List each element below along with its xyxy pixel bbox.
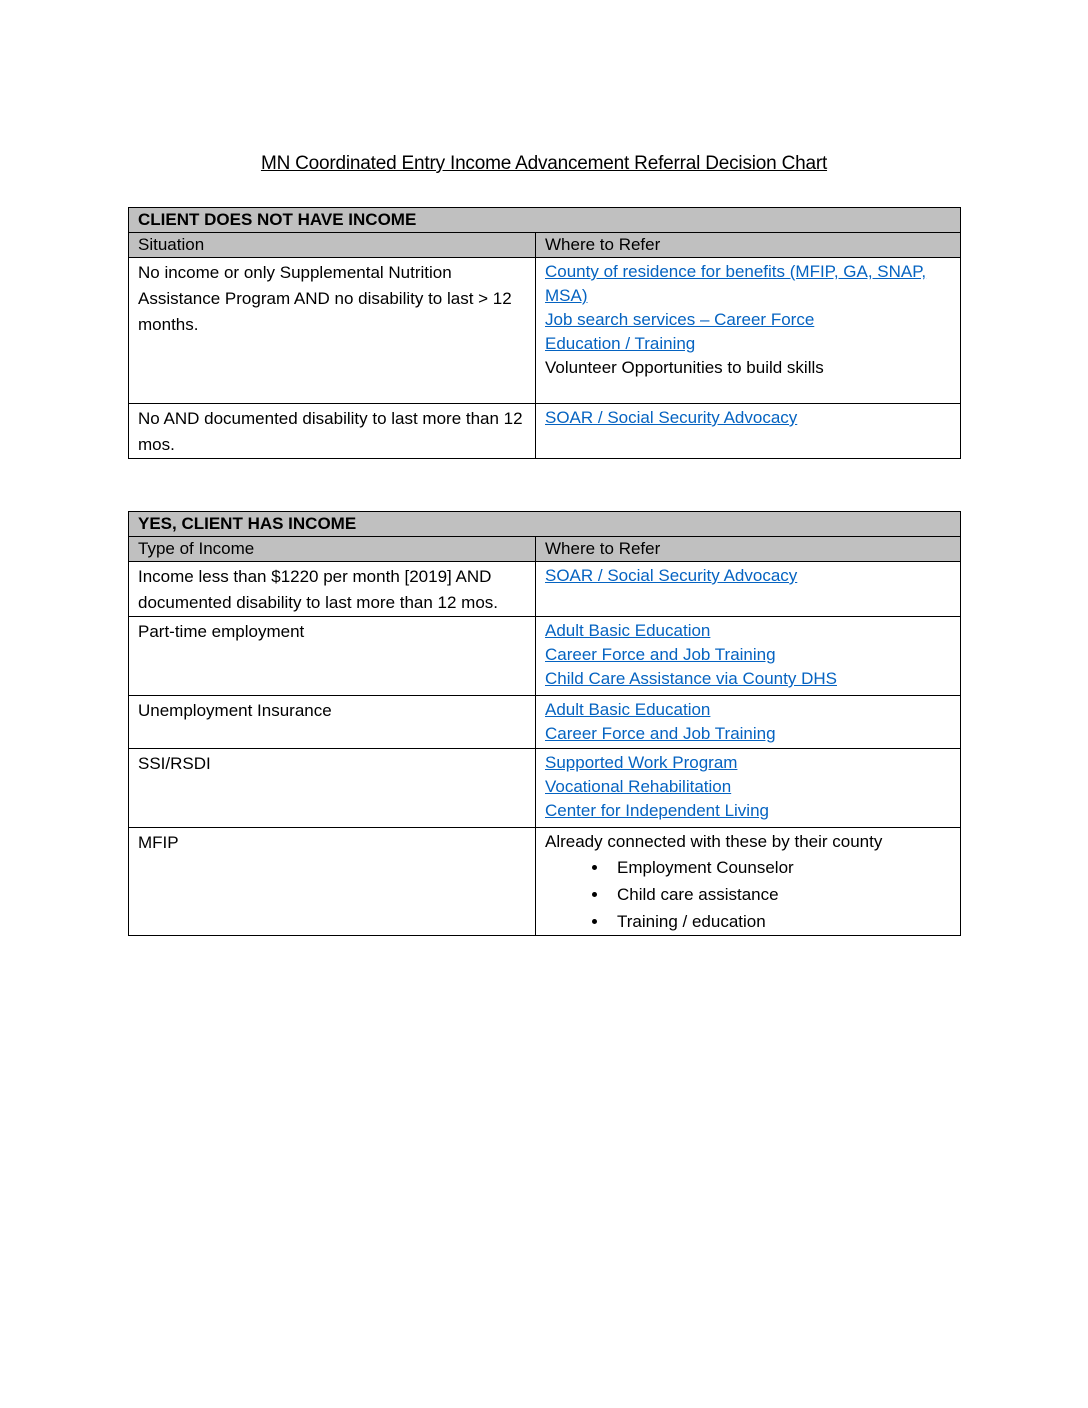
no-income-table [128, 207, 961, 459]
list-item: • Child care assistance [609, 881, 951, 908]
table-row [129, 562, 961, 617]
income-type-cell: Unemployment Insurance [129, 696, 536, 749]
section-header: CLIENT DOES NOT HAVE INCOME [129, 208, 961, 233]
vocational-rehabilitation-link[interactable]: Vocational Rehabilitation [545, 777, 732, 796]
has-income-table [128, 511, 961, 936]
section-header: YES, CLIENT HAS INCOME [129, 512, 961, 537]
referral-cell [536, 749, 961, 828]
soar-link[interactable]: SOAR / Social Security Advocacy [545, 566, 798, 585]
volunteer-note: Volunteer Opportunities to build skills [545, 358, 824, 377]
income-type-cell: MFIP [129, 828, 536, 936]
adult-basic-education-link[interactable]: Adult Basic Education [545, 700, 711, 719]
list-item: • Employment Counselor [609, 854, 951, 881]
table-row [129, 617, 961, 696]
column-header-where-to-refer: Where to Refer [536, 233, 961, 258]
column-header-situation: Situation [129, 233, 536, 258]
list-item: • Training / education [609, 908, 951, 935]
column-header-where-to-refer: Where to Refer [536, 537, 961, 562]
page-title: MN Coordinated Entry Income Advancement Referral Decision Chart [260, 153, 828, 174]
referral-cell [536, 562, 961, 617]
education-training-link[interactable]: Education / Training [545, 334, 696, 353]
soar-link[interactable]: SOAR / Social Security Advocacy [545, 408, 798, 427]
income-type-cell: Part-time employment [129, 617, 536, 696]
referral-cell [536, 696, 961, 749]
county-benefits-link[interactable]: County of residence for benefits (MFIP, GA, SNAP, MSA) [545, 262, 927, 305]
independent-living-link[interactable]: Center for Independent Living [545, 801, 769, 820]
table-row [129, 828, 961, 936]
situation-cell: No income or only Supplemental Nutrition Assistance Program AND no disability to last > 12 months. [129, 258, 536, 404]
mfip-bullet-list [545, 854, 951, 935]
adult-basic-education-link[interactable]: Adult Basic Education [545, 621, 711, 640]
referral-cell [536, 828, 961, 936]
table-row [129, 258, 961, 404]
mfip-intro: Already connected with these by their county [545, 832, 883, 851]
career-force-link[interactable]: Career Force and Job Training [545, 724, 776, 743]
table-row [129, 749, 961, 828]
situation-cell: No AND documented disability to last more than 12 mos. [129, 404, 536, 459]
referral-cell [536, 617, 961, 696]
table-row [129, 404, 961, 459]
child-care-assistance-link[interactable]: Child Care Assistance via County DHS [545, 669, 837, 688]
table-row [129, 696, 961, 749]
referral-cell [536, 258, 961, 404]
supported-work-link[interactable]: Supported Work Program [545, 753, 738, 772]
job-search-link[interactable]: Job search services – Career Force [545, 310, 815, 329]
referral-cell [536, 404, 961, 459]
income-type-cell: SSI/RSDI [129, 749, 536, 828]
column-header-type-of-income: Type of Income [129, 537, 536, 562]
career-force-link[interactable]: Career Force and Job Training [545, 645, 776, 664]
income-type-cell: Income less than $1220 per month [2019] AND documented disability to last more than 12 mos. [129, 562, 536, 617]
